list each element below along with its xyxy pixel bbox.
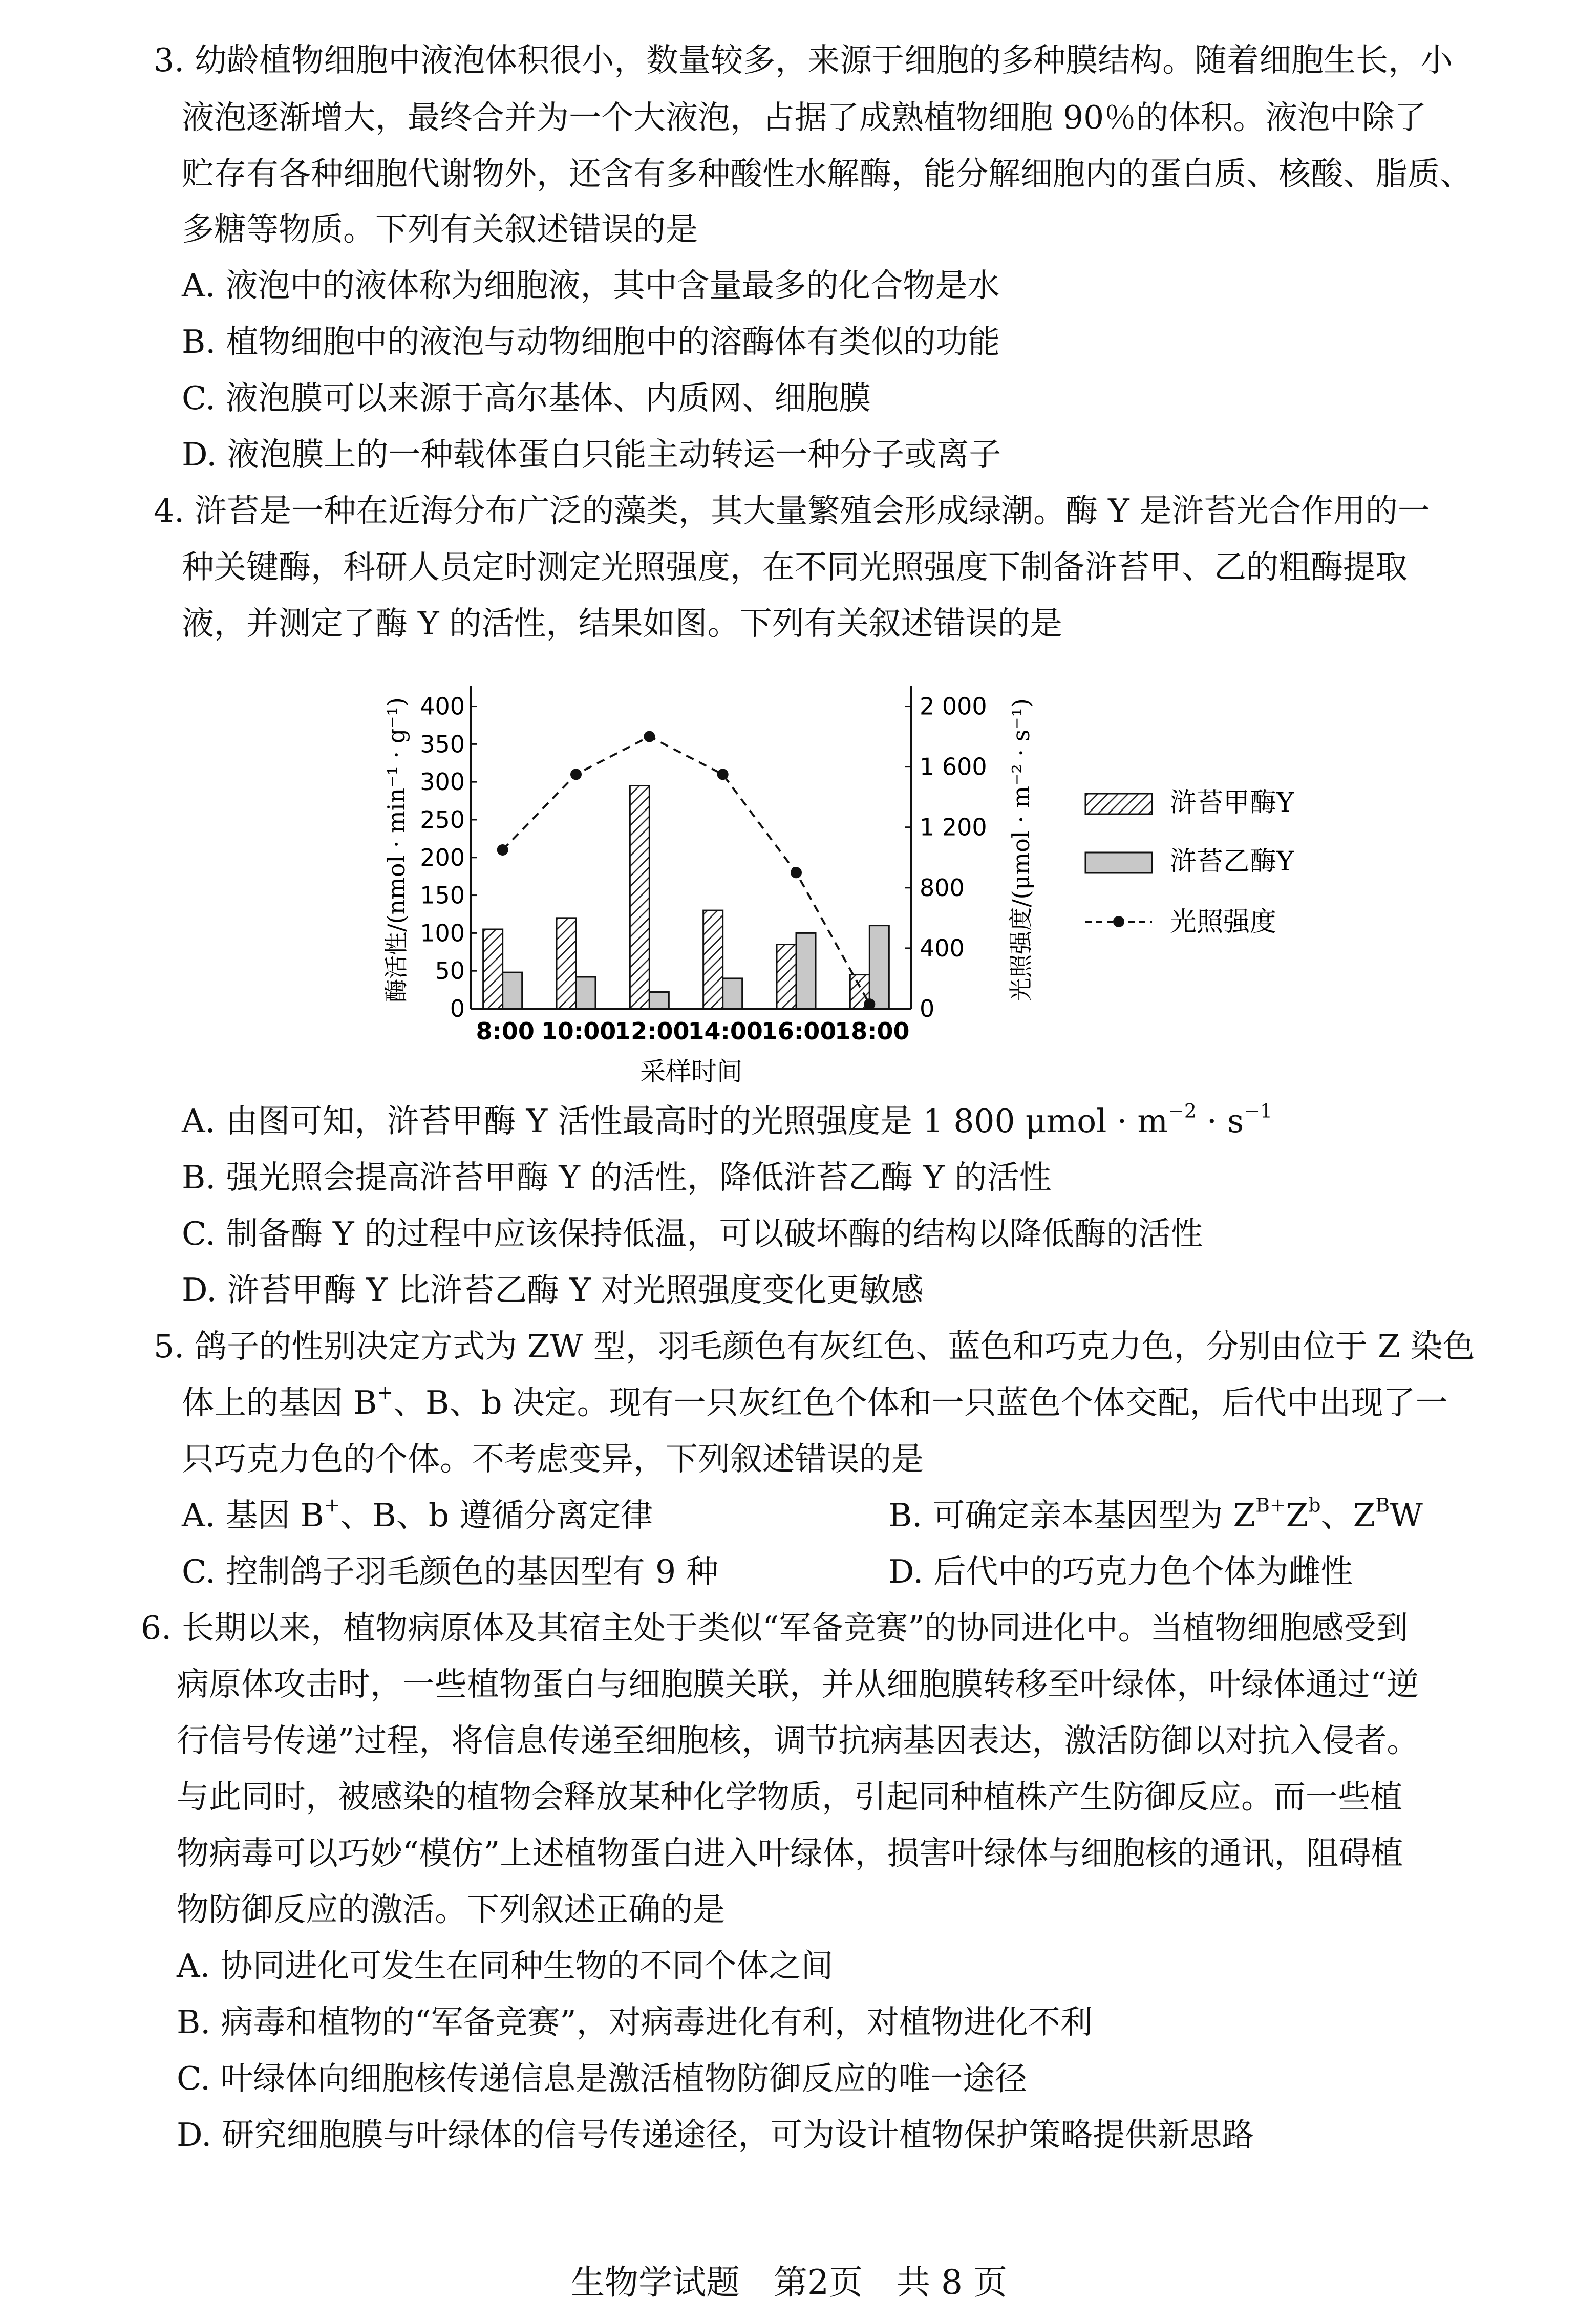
category-label: 14:00 [688, 1017, 763, 1045]
q6-option-d: D. 研究细胞膜与叶绿体的信号传递途径，可为设计植物保护策略提供新思路 [177, 2116, 1254, 2154]
q4-option-a [182, 1101, 1272, 1142]
q6-option-a: A. 协同进化可发生在同种生物的不同个体之间 [177, 1947, 834, 1985]
category-label: 12:00 [614, 1017, 690, 1045]
bar-series-a [777, 945, 796, 1009]
right-tick-label: 0 [920, 995, 935, 1022]
q4-option-a-mid: · s [1196, 1102, 1244, 1140]
right-axis-label: 光照强度/(μmol · m⁻² · s⁻¹) [1007, 698, 1035, 1001]
q5-option-b-sup1: B+ [1255, 1494, 1286, 1517]
left-tick-label: 350 [420, 730, 465, 758]
q3-stem-line-2: 液泡逐渐增大，最终合并为一个大液泡，占据了成熟植物细胞 90％的体积。液泡中除了 [182, 99, 1427, 136]
q5-option-b-sup3: B [1375, 1494, 1390, 1517]
bar-series-a [703, 910, 723, 1009]
right-tick-label: 2 000 [920, 692, 987, 720]
q4-stem-line-3: 液，并测定了酶 Y 的活性，结果如图。下列有关叙述错误的是 [182, 605, 1062, 642]
left-tick-label: 0 [450, 995, 465, 1022]
q5-stem-line-1: 5. 鸽子的性别决定方式为 ZW 型，羽毛颜色有灰红色、蓝色和巧克力色，分别由位于 Z 染色 [154, 1328, 1475, 1365]
q3-option-d: D. 液泡膜上的一种载体蛋白只能主动转运一种分子或离子 [182, 436, 1001, 473]
q3-stem-line-4: 多糖等物质。下列有关叙述错误的是 [182, 210, 698, 248]
q4-option-b: B. 强光照会提高浒苔甲酶 Y 的活性，降低浒苔乙酶 Y 的活性 [182, 1159, 1052, 1196]
right-tick-label: 1 600 [920, 753, 987, 781]
q5-option-a-post: 、B、b 遵循分离定律 [340, 1497, 653, 1534]
bar-series-a [630, 786, 649, 1009]
right-tick-label: 400 [920, 934, 965, 962]
left-tick-label: 100 [420, 919, 465, 947]
q6-stem-line-4: 与此同时，被感染的植物会释放某种化学物质，引起同种植株产生防御反应。而一些植 [177, 1778, 1402, 1816]
q5-option-a-sup: + [324, 1494, 340, 1517]
bar-series-b [503, 972, 522, 1009]
bar-series-a [557, 918, 576, 1009]
category-label: 8:00 [476, 1017, 535, 1045]
category-label: 16:00 [761, 1017, 837, 1045]
q5-stem-line-3: 只巧克力色的个体。不考虑变异，下列叙述错误的是 [182, 1440, 924, 1478]
q5-stem-line-2 [182, 1382, 1448, 1423]
q6-option-b: B. 病毒和植物的“军备竞赛”，对病毒进化有利，对植物进化不利 [177, 2003, 1093, 2041]
right-tick-label: 800 [920, 873, 965, 902]
left-tick-label: 400 [420, 692, 465, 720]
legend-swatch-b [1085, 852, 1152, 873]
q5-stem-line-2-post: 、B、b 决定。现有一只灰红色个体和一只蓝色个体交配，后代中出现了一 [393, 1384, 1448, 1421]
q3-stem-line-3: 贮存有各种细胞代谢物外，还含有多种酸性水解酶，能分解细胞内的蛋白质、核酸、脂质、 [182, 155, 1472, 193]
q3-option-b: B. 植物细胞中的液泡与动物细胞中的溶酶体有类似的功能 [182, 323, 1000, 360]
q3-stem-line-1: 3. 幼龄植物细胞中液泡体积很小，数量较多，来源于细胞的多种膜结构。随着细胞生长，小 [154, 41, 1453, 79]
enzyme-activity-chart [358, 660, 1331, 1101]
q3-option-a: A. 液泡中的液体称为细胞液，其中含量最多的化合物是水 [182, 267, 1000, 304]
q5-option-b-pre: B. 可确定亲本基因型为 Z [888, 1497, 1256, 1534]
legend-swatch-a [1085, 794, 1152, 814]
q4-option-a-sup1: −2 [1168, 1099, 1197, 1122]
q4-option-a-sup2: −1 [1244, 1099, 1273, 1122]
q5-option-b-post: W [1390, 1497, 1423, 1534]
q6-option-c: C. 叶绿体向细胞核传递信息是激活植物防御反应的唯一途径 [177, 2060, 1028, 2097]
light-intensity-point [791, 867, 802, 878]
light-intensity-point [644, 731, 655, 742]
left-tick-label: 250 [420, 805, 465, 834]
bar-series-b [576, 977, 595, 1009]
legend-label-line: 光照强度 [1170, 907, 1277, 937]
q5-stem-line-2-pre: 体上的基因 B [182, 1384, 377, 1421]
right-tick-label: 1 200 [920, 813, 987, 841]
q4-option-d: D. 浒苔甲酶 Y 比浒苔乙酶 Y 对光照强度变化更敏感 [182, 1271, 924, 1309]
light-intensity-point [497, 844, 508, 856]
bar-series-a [483, 929, 503, 1009]
q4-stem-line-2: 种关键酶，科研人员定时测定光照强度，在不同光照强度下制备浒苔甲、乙的粗酶提取 [182, 548, 1408, 586]
q5-option-b-mid2: 、Z [1320, 1497, 1376, 1534]
q5-option-a [182, 1495, 653, 1536]
x-axis-label: 采样时间 [640, 1057, 742, 1086]
q4-option-a-text: A. 由图可知，浒苔甲酶 Y 活性最高时的光照强度是 1 800 μmol · m [182, 1102, 1168, 1140]
q6-stem-line-1: 6. 长期以来，植物病原体及其宿主处于类似“军备竞赛”的协同进化中。当植物细胞感受到 [141, 1609, 1409, 1647]
q5-option-b-sup2: b [1308, 1494, 1321, 1517]
q5-option-a-pre: A. 基因 B [182, 1497, 324, 1534]
light-intensity-point [717, 769, 729, 780]
page-footer: 生物学试题 第2页 共 8 页 [571, 2263, 1007, 2302]
q6-stem-line-2: 病原体攻击时，一些植物蛋白与细胞膜关联，并从细胞膜转移至叶绿体，叶绿体通过“逆 [177, 1666, 1419, 1703]
category-label: 18:00 [835, 1017, 910, 1045]
category-label: 10:00 [541, 1017, 616, 1045]
q6-stem-line-5: 物病毒可以巧妙“模仿”上述植物蛋白进入叶绿体，损害叶绿体与细胞核的通讯，阻碍植 [177, 1835, 1403, 1872]
q5-option-c: C. 控制鸽子羽毛颜色的基因型有 9 种 [182, 1553, 719, 1590]
q5-stem-line-2-sup: + [377, 1381, 393, 1404]
q5-option-b [888, 1495, 1423, 1536]
q5-option-b-mid1: Z [1286, 1497, 1309, 1534]
bar-series-b [649, 992, 669, 1009]
q4-option-c: C. 制备酶 Y 的过程中应该保持低温，可以破坏酶的结构以降低酶的活性 [182, 1215, 1203, 1252]
q5-option-d: D. 后代中的巧克力色个体为雌性 [888, 1553, 1353, 1590]
left-tick-label: 200 [420, 843, 465, 871]
light-intensity-point [570, 769, 582, 780]
bar-series-b [796, 933, 816, 1009]
left-tick-label: 300 [420, 768, 465, 796]
left-tick-label: 50 [435, 957, 465, 985]
light-intensity-point [864, 998, 875, 1010]
bar-series-b [723, 978, 742, 1009]
legend-swatch-point [1113, 916, 1124, 927]
q3-option-c: C. 液泡膜可以来源于高尔基体、内质网、细胞膜 [182, 379, 871, 417]
legend-label-b: 浒苔乙酶Y [1170, 846, 1294, 877]
left-axis-label: 酶活性/(nmol · min⁻¹ · g⁻¹) [382, 697, 410, 1003]
q4-stem-line-1: 4. 浒苔是一种在近海分布广泛的藻类，其大量繁殖会形成绿潮。酶 Y 是浒苔光合作用的一 [154, 492, 1430, 529]
left-tick-label: 150 [420, 881, 465, 909]
bar-series-b [869, 926, 889, 1009]
q6-stem-line-3: 行信号传递”过程，将信息传递至细胞核，调节抗病基因表达，激活防御以对抗入侵者。 [177, 1722, 1419, 1759]
legend-label-a: 浒苔甲酶Y [1170, 787, 1294, 818]
q6-stem-line-6: 物防御反应的激活。下列叙述正确的是 [177, 1891, 725, 1928]
